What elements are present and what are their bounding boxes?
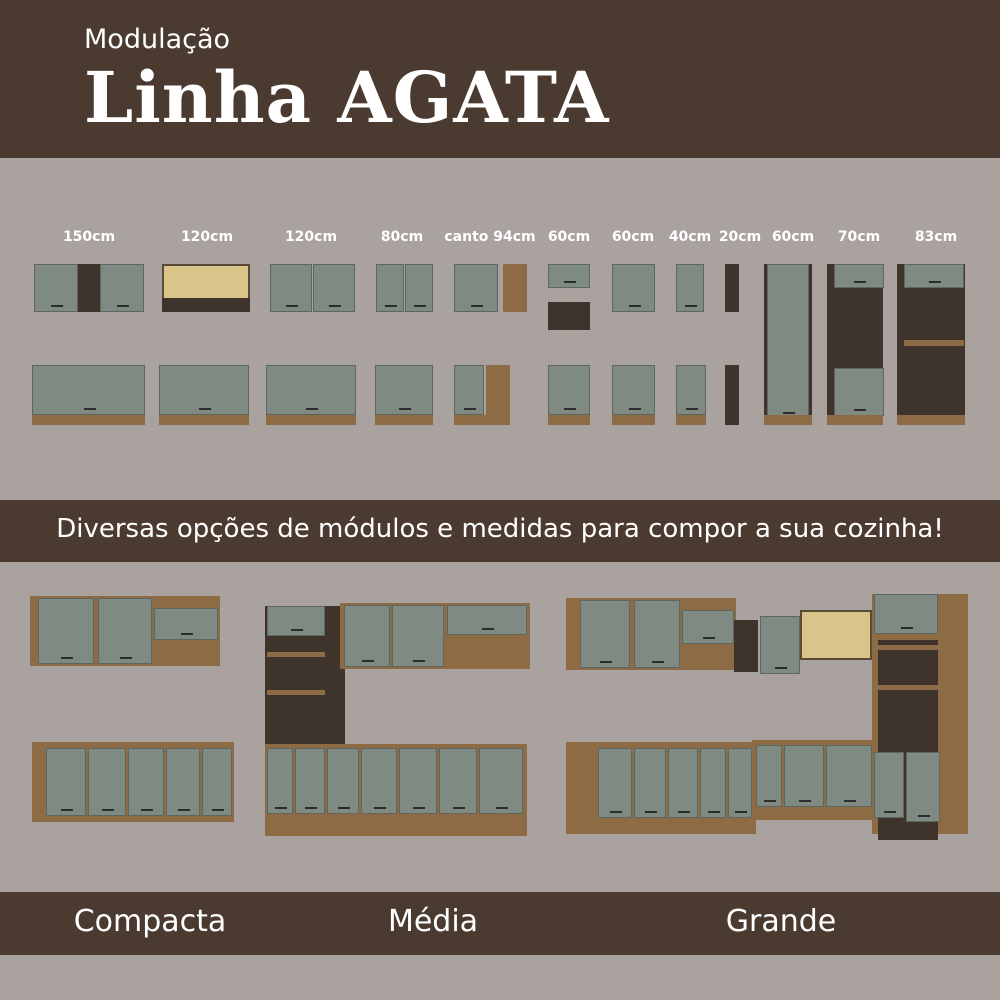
open-shelf — [78, 264, 100, 312]
cabinet-part — [634, 748, 666, 818]
upper-cabinet — [100, 264, 144, 312]
module-label: 150cm — [62, 229, 116, 245]
base-plinth — [612, 415, 655, 425]
cabinet-part — [834, 368, 884, 416]
cabinet-part — [668, 748, 698, 818]
cabinet-part — [166, 748, 200, 816]
cabinet-part — [267, 606, 325, 636]
upper-cabinet — [405, 264, 433, 312]
cabinet-part — [361, 748, 397, 814]
spice-rack — [725, 264, 739, 312]
module-label: 60cm — [771, 229, 815, 245]
base-cabinet — [676, 365, 706, 415]
microwave-niche — [548, 302, 590, 330]
base-cabinet — [548, 365, 590, 415]
base-plinth — [375, 415, 433, 425]
cabinet-part — [439, 748, 477, 814]
banner-text: Diversas opções de módulos e medidas para compor a sua cozinha! — [56, 514, 944, 544]
cabinet-part — [874, 752, 904, 818]
cabinet-part — [479, 748, 523, 814]
cabinet-part — [98, 598, 152, 664]
base-cabinet — [612, 365, 655, 415]
kitchen-labels-bar — [0, 892, 1000, 955]
cabinet-part — [700, 748, 726, 818]
cabinet-part — [904, 264, 964, 288]
upper-cabinet — [376, 264, 404, 312]
cabinet-part — [834, 264, 884, 288]
cabinet-part — [906, 752, 940, 822]
base-plinth — [32, 415, 145, 425]
base-cabinet — [32, 365, 145, 415]
cabinet-part — [756, 745, 782, 807]
base-plinth — [454, 415, 510, 425]
corner-panel — [503, 264, 527, 312]
cabinet-part — [878, 685, 938, 690]
module-label: 40cm — [668, 229, 712, 245]
base-plinth — [764, 415, 812, 425]
cabinet-part — [327, 748, 359, 814]
cabinet-part — [447, 605, 527, 635]
module-label: 83cm — [914, 229, 958, 245]
cabinet-part — [154, 608, 218, 640]
base-cabinet — [375, 365, 433, 415]
cabinet-part — [399, 748, 437, 814]
banner — [0, 500, 1000, 562]
cabinet-part — [598, 748, 632, 818]
cabinet-part — [634, 600, 680, 668]
kitchen-label-compacta: Compacta — [73, 904, 227, 939]
upper-cabinet — [676, 264, 704, 312]
upper-cabinet — [313, 264, 355, 312]
module-label: canto 94cm — [444, 229, 536, 245]
cabinet-part — [682, 610, 734, 644]
cabinet-part — [580, 600, 630, 668]
cabinet-part — [784, 745, 824, 807]
base-cabinet — [266, 365, 356, 415]
cabinet-part — [38, 598, 94, 664]
cabinet-part — [267, 652, 325, 657]
cabinet-part — [88, 748, 126, 816]
cabinet-part — [486, 365, 510, 415]
cabinet-part — [734, 620, 758, 672]
module-label: 120cm — [180, 229, 234, 245]
glass-cabinet — [800, 610, 872, 660]
cabinet-part — [392, 605, 444, 667]
cabinet-part — [267, 690, 325, 695]
cabinet-part — [878, 645, 938, 650]
cabinet-part — [202, 748, 232, 816]
module-label: 60cm — [611, 229, 655, 245]
kitchen-label-grande: Grande — [725, 904, 837, 939]
header — [0, 0, 1000, 158]
base-plinth — [897, 415, 965, 425]
subtitle: Modulação — [84, 24, 231, 55]
module-label: 70cm — [837, 229, 881, 245]
base-plinth — [159, 415, 249, 425]
title: Linha AGATA — [84, 56, 610, 139]
cabinet-part — [904, 340, 964, 346]
cabinet-part — [874, 594, 938, 634]
narrow-base — [725, 365, 739, 425]
cabinet-part — [344, 605, 390, 667]
cabinet-part — [267, 748, 293, 814]
kitchen-label-media: Média — [387, 904, 479, 939]
cabinet-part — [128, 748, 164, 816]
upper-cabinet — [612, 264, 655, 312]
module-label: 20cm — [718, 229, 762, 245]
cabinet-part — [728, 748, 752, 818]
cabinet-part — [826, 745, 872, 807]
module-label: 80cm — [380, 229, 424, 245]
cabinet-part — [295, 748, 325, 814]
cabinet-part — [46, 748, 86, 816]
base-cabinet — [159, 365, 249, 415]
upper-cabinet — [270, 264, 312, 312]
module-label: 60cm — [547, 229, 591, 245]
base-plinth — [827, 415, 883, 425]
cabinet-part — [760, 616, 800, 674]
upper-cabinet — [34, 264, 78, 312]
upper-cabinet — [454, 264, 498, 312]
base-cabinet — [454, 365, 484, 415]
base-plinth — [266, 415, 356, 425]
upper-cabinet — [548, 264, 590, 288]
tower-door — [767, 264, 809, 419]
cabinet-part — [162, 298, 250, 312]
base-plinth — [548, 415, 590, 425]
module-label: 120cm — [284, 229, 338, 245]
base-plinth — [676, 415, 706, 425]
